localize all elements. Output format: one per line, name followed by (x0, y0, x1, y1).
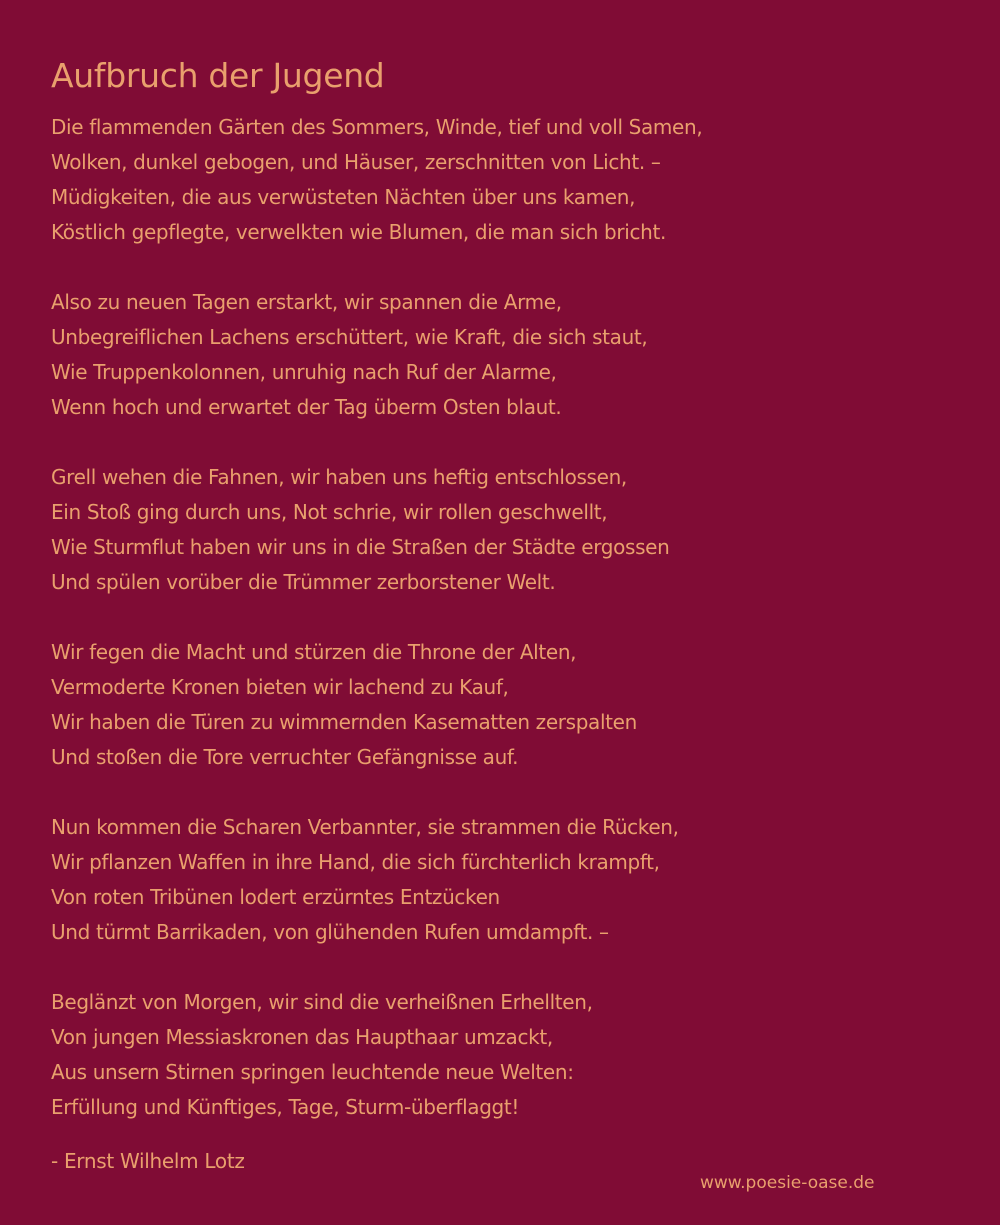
stanza-1 (51, 110, 971, 250)
poem-line: Und türmt Barrikaden, von glühenden Rufen umdampft. – (51, 920, 609, 944)
stanza-2 (51, 285, 971, 425)
stanza-3 (51, 460, 971, 600)
poem-line: Grell wehen die Fahnen, wir haben uns heftig entschlossen, (51, 465, 627, 489)
stanza-5 (51, 810, 971, 950)
stanza-4 (51, 635, 971, 775)
stanza-6 (51, 985, 971, 1125)
poem-line: Ein Stoß ging durch uns, Not schrie, wir rollen geschwellt, (51, 500, 608, 524)
poem-line: Wir haben die Türen zu wimmernden Kasematten zerspalten (51, 710, 637, 734)
poem-line: Wolken, dunkel gebogen, und Häuser, zerschnitten von Licht. – (51, 150, 661, 174)
poem-body (51, 110, 971, 1160)
poem-line: Erfüllung und Künftiges, Tage, Sturm-überflaggt! (51, 1095, 520, 1119)
poem-line: Wir pflanzen Waffen in ihre Hand, die sich fürchterlich krampft, (51, 850, 660, 874)
poem-line: Die flammenden Gärten des Sommers, Winde, tief und voll Samen, (51, 115, 703, 139)
poem-title: Aufbruch der Jugend (51, 56, 385, 95)
poem-line: Vermoderte Kronen bieten wir lachend zu Kauf, (51, 675, 509, 699)
poem-line: Wir fegen die Macht und stürzen die Throne der Alten, (51, 640, 577, 664)
poem-line: Also zu neuen Tagen erstarkt, wir spannen die Arme, (51, 290, 562, 314)
poem-line: Von jungen Messiaskronen das Haupthaar umzackt, (51, 1025, 553, 1049)
poem-author: - Ernst Wilhelm Lotz (51, 1149, 245, 1173)
poem-line: Unbegreiflichen Lachens erschüttert, wie Kraft, die sich staut, (51, 325, 648, 349)
poem-line: Beglänzt von Morgen, wir sind die verheißnen Erhellten, (51, 990, 593, 1014)
poem-line: Und stoßen die Tore verruchter Gefängnisse auf. (51, 745, 519, 769)
poem-line: Wie Truppenkolonnen, unruhig nach Ruf der Alarme, (51, 360, 557, 384)
poem-line: Köstlich gepflegte, verwelkten wie Blumen, die man sich bricht. (51, 220, 666, 244)
website-credit: www.poesie-oase.de (700, 1173, 875, 1193)
poem-line: Von roten Tribünen lodert erzürntes Entzücken (51, 885, 500, 909)
poem-line: Nun kommen die Scharen Verbannter, sie strammen die Rücken, (51, 815, 679, 839)
poem-line: Müdigkeiten, die aus verwüsteten Nächten über uns kamen, (51, 185, 636, 209)
poem-line: Wie Sturmflut haben wir uns in die Straßen der Städte ergossen (51, 535, 670, 559)
poem-line: Und spülen vorüber die Trümmer zerborstener Welt. (51, 570, 556, 594)
poem-line: Wenn hoch und erwartet der Tag überm Osten blaut. (51, 395, 562, 419)
poem-line: Aus unsern Stirnen springen leuchtende neue Welten: (51, 1060, 574, 1084)
